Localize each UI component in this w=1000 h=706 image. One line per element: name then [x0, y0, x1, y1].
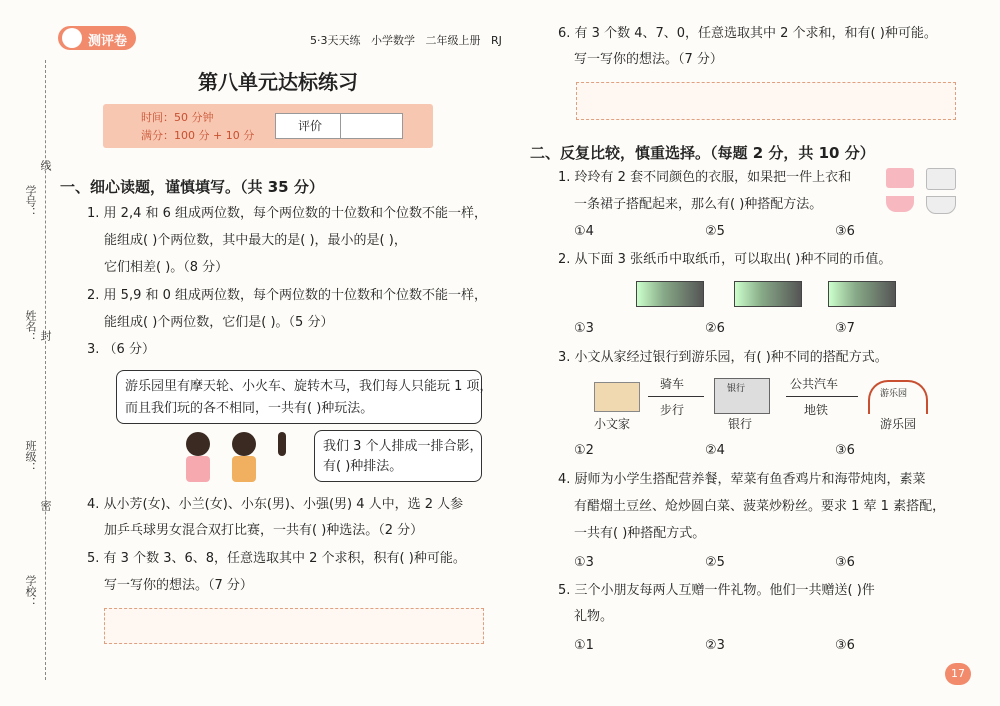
c2-line: 2. 从下面 3 张纸币中取纸币，可以取出( )种不同的币值。	[558, 252, 892, 267]
q2-line2: 能组成( )个两位数，它们是( )。（5 分）	[104, 315, 334, 330]
house-icon	[594, 382, 640, 412]
c5-option-1[interactable]: ①1	[574, 638, 594, 653]
q1-line1: 1. 用 2,4 和 6 组成两位数，每个两位数的十位数和个位数不能一样，	[87, 206, 488, 221]
shirt-icon	[926, 168, 956, 190]
bank-icon: 银行	[714, 378, 770, 414]
c3-option-3[interactable]: ③6	[835, 443, 855, 458]
page-title: 第八单元达标练习	[198, 70, 358, 94]
c1-line1: 1. 玲玲有 2 套不同颜色的衣服，如果把一件上衣和	[558, 170, 852, 185]
c4-option-2[interactable]: ②5	[705, 555, 725, 570]
section1-heading: 一、细心读题，谨慎填写。（共 35 分）	[60, 178, 324, 196]
c1-option-2[interactable]: ②5	[705, 224, 725, 239]
c5-option-3[interactable]: ③6	[835, 638, 855, 653]
c2-option-3[interactable]: ③7	[835, 321, 855, 336]
skirt-icon	[926, 196, 956, 214]
section2-heading: 二、反复比较，慎重选择。（每题 2 分，共 10 分）	[530, 144, 875, 162]
shirt-icon	[886, 168, 914, 188]
student-id-label: 学号：	[24, 185, 37, 218]
school-label: 学校：	[24, 575, 37, 608]
header-info: 5·3天天练 小学数学 二年级上册 RJ	[310, 34, 502, 47]
time-info: 时间：50 分钟	[141, 111, 214, 124]
c3-option-1[interactable]: ①2	[574, 443, 594, 458]
banknote-icon	[828, 281, 896, 307]
avatar-icon	[62, 28, 82, 48]
q3-label: 3. （6 分）	[87, 342, 155, 357]
c1-option-3[interactable]: ③6	[835, 224, 855, 239]
c4-line1: 4. 厨师为小学生搭配营养餐，荤菜有鱼香鸡片和海带炖肉，素菜	[558, 472, 926, 487]
c4-option-1[interactable]: ①3	[574, 555, 594, 570]
q5-line1: 5. 有 3 个数 3、6、8，任意选取其中 2 个求积，积有( )种可能。	[87, 551, 466, 566]
q4-line1: 4. 从小芳(女)、小兰(女)、小东(男)、小强(男) 4 人中，选 2 人参	[87, 497, 464, 512]
c2-option-1[interactable]: ①3	[574, 321, 594, 336]
q1-line2: 能组成( )个两位数，其中最大的是( )，最小的是( )，	[104, 233, 407, 248]
score-info: 满分：100 分 + 10 分	[141, 129, 255, 142]
c5-line2: 礼物。	[574, 609, 614, 624]
xian-mark: 线	[39, 160, 52, 171]
binding-line	[45, 60, 46, 680]
q5-answer-box[interactable]	[104, 608, 484, 644]
banknote-icon	[636, 281, 704, 307]
mi-mark: 密	[39, 500, 52, 511]
skirt-icon	[886, 196, 914, 212]
q2-line1: 2. 用 5,9 和 0 组成两位数，每个两位数的十位数和个位数不能一样，	[87, 288, 488, 303]
q6-answer-box[interactable]	[576, 82, 956, 120]
c2-option-2[interactable]: ②6	[705, 321, 725, 336]
q6-line2: 写一写你的想法。（7 分）	[574, 52, 723, 67]
speech-bubble-1: 游乐园里有摩天轮、小火车、旋转木马，我们每人只能玩 1 项， 而且我们玩的各不相同，一共有( )种玩法。	[116, 370, 482, 424]
c4-option-3[interactable]: ③6	[835, 555, 855, 570]
speech-bubble-2: 我们 3 个人排成一排合影， 有( )种排法。	[314, 430, 482, 482]
feng-mark: 封	[39, 330, 52, 341]
eval-field[interactable]: 评价	[275, 113, 403, 139]
q1-line3: 它们相差( )。（8 分）	[104, 260, 229, 275]
park-gate-icon: 游乐园	[868, 380, 928, 414]
c5-option-2[interactable]: ②3	[705, 638, 725, 653]
q5-line2: 写一写你的想法。（7 分）	[104, 578, 253, 593]
info-box	[103, 104, 433, 148]
c5-line1: 5. 三个小朋友每两人互赠一件礼物。他们一共赠送( )件	[558, 583, 875, 598]
c1-option-1[interactable]: ①4	[574, 224, 594, 239]
page-number: 17	[945, 663, 971, 685]
clothes-illustration	[886, 168, 958, 216]
name-label: 姓名：	[24, 310, 37, 343]
c1-line2: 一条裙子搭配起来，那么有( )种搭配方法。	[574, 197, 823, 212]
c3-line: 3. 小文从家经过银行到游乐园，有( )种不同的搭配方式。	[558, 350, 888, 365]
class-label: 班级：	[24, 440, 37, 473]
children-illustration	[186, 432, 286, 484]
c4-line3: 一共有( )种搭配方式。	[574, 526, 706, 541]
q6-line1: 6. 有 3 个数 4、7、0，任意选取其中 2 个求和，和有( )种可能。	[558, 26, 937, 41]
c4-line2: 有醋熘土豆丝、炝炒圆白菜、菠菜炒粉丝。要求 1 荤 1 素搭配，	[574, 499, 946, 514]
test-badge: 测评卷	[58, 26, 136, 50]
route-diagram: 小文家 骑车 步行 银行 银行 公共汽车 地铁 游乐园 游乐园	[590, 376, 950, 432]
c3-option-2[interactable]: ②4	[705, 443, 725, 458]
banknote-icon	[734, 281, 802, 307]
q4-line2: 加乒乓球男女混合双打比赛，一共有( )种选法。（2 分）	[104, 523, 424, 538]
